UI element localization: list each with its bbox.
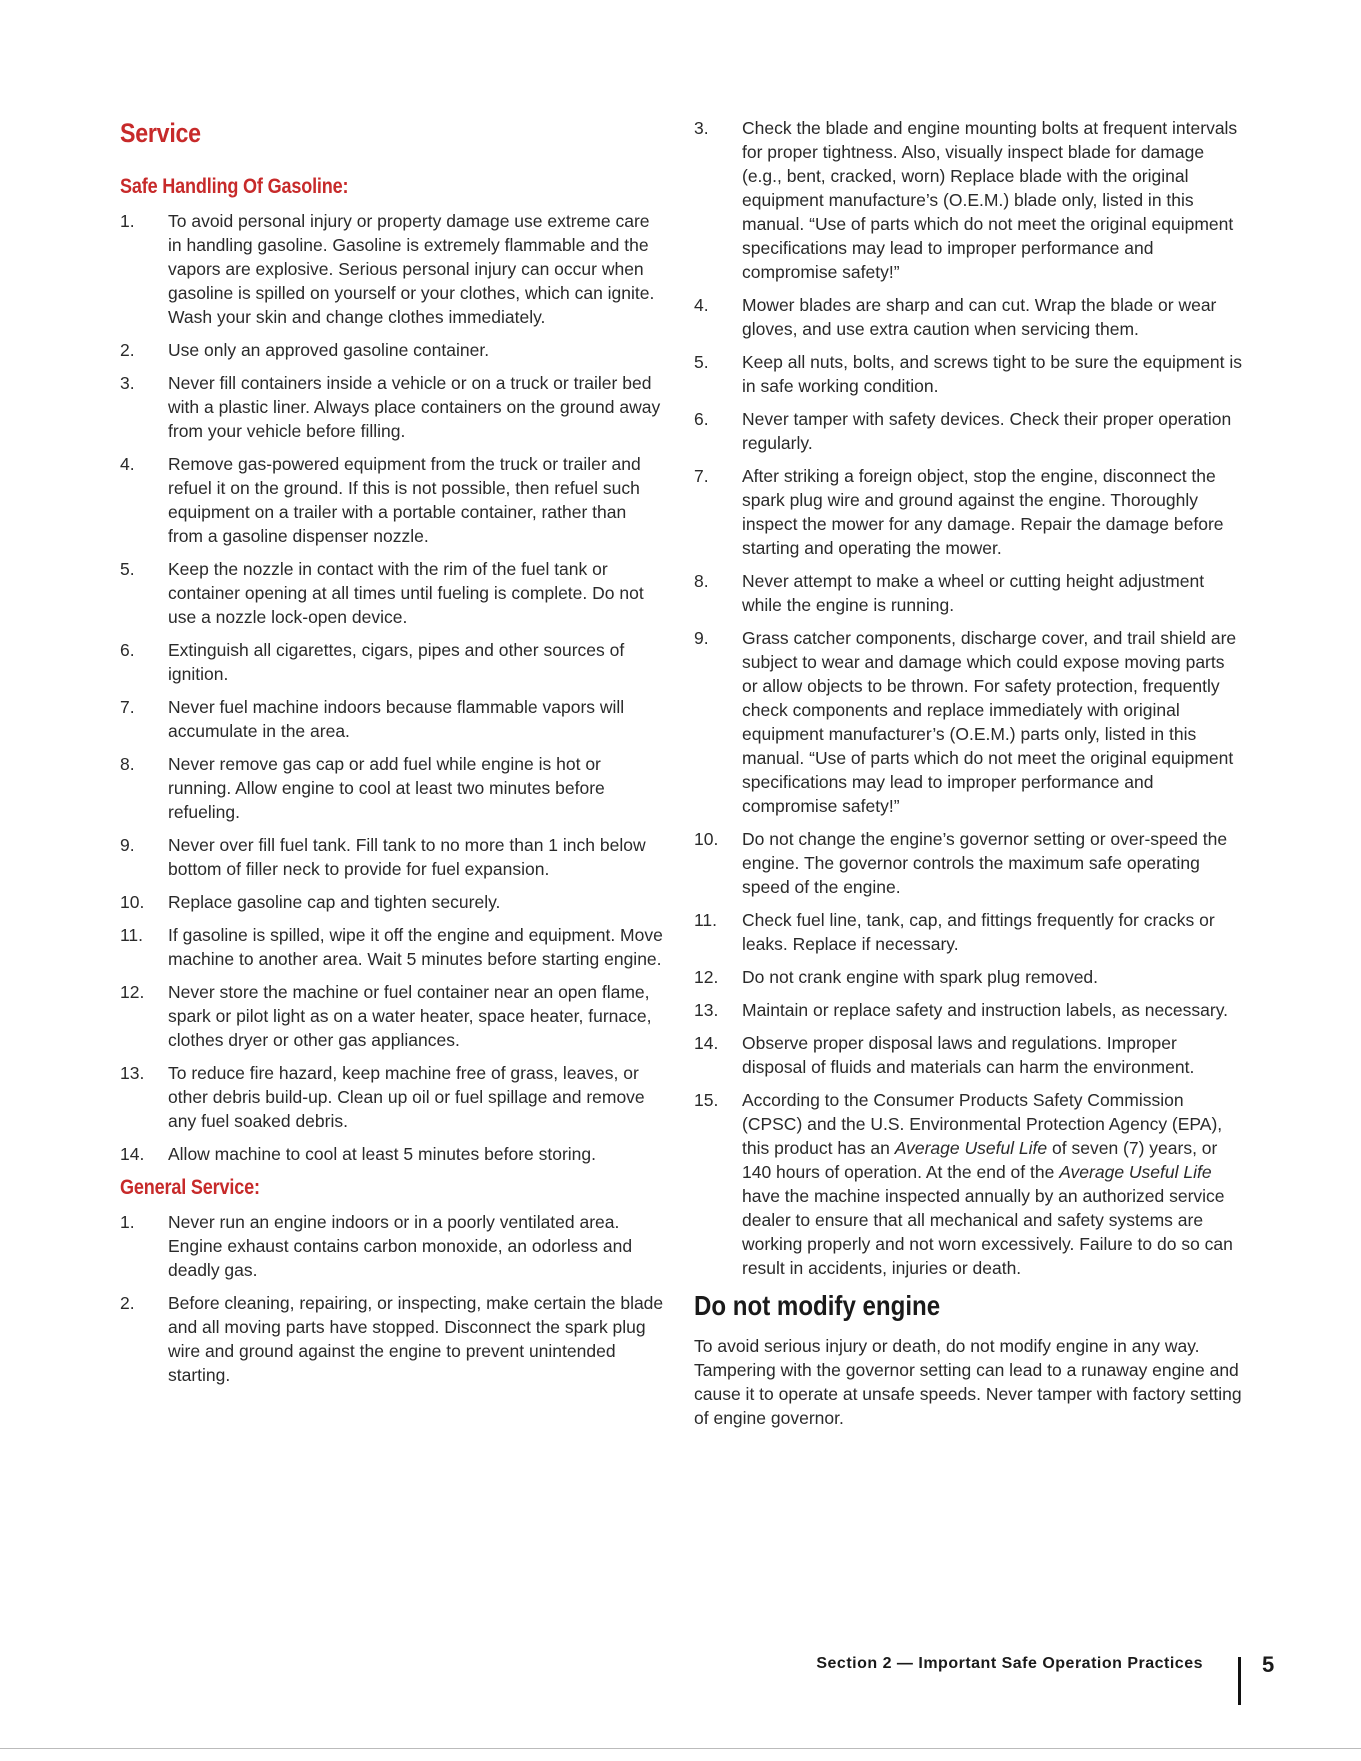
page-footer <box>0 1652 1361 1705</box>
list-item: 3. Never fill containers inside a vehicle or on a truck or trailer bed with a plastic liner. Always place containers on the ground away from your vehicle before filling. <box>120 373 661 441</box>
list-item: 4. Remove gas-powered equipment from the truck or trailer and refuel it on the ground. If this is not possible, then refuel such equipment on a trailer with a portable container, rather than from a gasoline dispenser nozzle. <box>120 454 641 546</box>
list-item: 2. Use only an approved gasoline container. <box>120 340 490 360</box>
footer-section-label: Section 2 — Important Safe Operation Practices <box>816 1655 1203 1672</box>
modify-engine-heading: Do not modify engine <box>694 1290 941 1321</box>
list-item: 5. Keep all nuts, bolts, and screws tight to be sure the equipment is in safe working condition. <box>694 352 1243 396</box>
list-item: 14. Allow machine to cool at least 5 minutes before storing. <box>120 1144 596 1164</box>
list-item: 10. Do not change the engine’s governor setting or over-speed the engine. The governor controls the maximum safe operating speed of the engine. <box>694 829 1228 897</box>
list-item: 13. Maintain or replace safety and instruction labels, as necessary. <box>694 1000 1229 1020</box>
general-service-heading: General Service: <box>120 1176 260 1199</box>
list-item: 7. Never fuel machine indoors because flammable vapors will accumulate in the area. <box>120 697 625 741</box>
list-item: 2. Before cleaning, repairing, or inspecting, make certain the blade and all moving parts have stopped. Disconnect the spark plug wire and ground against the engine to prevent unintended starting. <box>120 1293 664 1385</box>
general-service-list-continued <box>694 116 1244 1280</box>
list-item: 6. Never tamper with safety devices. Check their proper operation regularly. <box>694 409 1232 453</box>
page-number: 5 <box>1262 1652 1275 1677</box>
list-item: 6. Extinguish all cigarettes, cigars, pipes and other sources of ignition. <box>120 640 625 684</box>
safe-handling-heading: Safe Handling Of Gasoline: <box>120 175 349 198</box>
list-item: 1. Never run an engine indoors or in a poorly ventilated area. Engine exhaust contains carbon monoxide, an odorless and deadly gas. <box>120 1212 633 1280</box>
list-item: 7. After striking a foreign object, stop the engine, disconnect the spark plug wire and ground against the engine. Thoroughly inspect the mower for any damage. Repair the damage before starting and operating the mower. <box>694 466 1224 558</box>
list-item: 12. Do not crank engine with spark plug removed. <box>694 967 1099 987</box>
section-title: Service <box>120 118 201 148</box>
list-item: 9. Grass catcher components, discharge cover, and trail shield are subject to wear and damage which could expose moving parts or allow objects to be thrown. For safety protection, frequently check components and replace immediately with original equipment manufacturer’s (O.E.M.) parts only, listed in this manual. “Use of parts which do not meet the original equipment specifications may lead to improper performance and compromise safety!” <box>694 628 1237 816</box>
modify-engine-paragraph: To avoid serious injury or death, do not modify engine in any way. Tampering with the governor setting can lead to a runaway engine and cause it to operate at unsafe speeds. Never tamper with factory setting of engine governor. <box>694 1336 1242 1428</box>
safe-handling-list <box>120 209 665 1166</box>
list-item: 15. According to the Consumer Products Safety Commission (CPSC) and the U.S. Environmental Protection Agency (EPA), this product has an Average Useful Life of seven (7) years, or 140 hours of operation. At the end of the Average Useful Life have the machine inspected annually by an authorized service dealer to ensure that all mechanical and safety systems are working properly and not worn excessively. Failure to do so can result in accidents, injuries or death. <box>694 1090 1233 1278</box>
list-item: 11. If gasoline is spilled, wipe it off the engine and equipment. Move machine to another area. Wait 5 minutes before starting engine. <box>120 925 663 969</box>
list-item: 8. Never attempt to make a wheel or cutting height adjustment while the engine is running. <box>694 571 1205 615</box>
footer-divider <box>1238 1657 1241 1705</box>
list-item: 4. Mower blades are sharp and can cut. Wrap the blade or wear gloves, and use extra caution when servicing them. <box>694 295 1217 339</box>
list-item: 13. To reduce fire hazard, keep machine free of grass, leaves, or other debris build-up. Clean up oil or fuel spillage and remove any fuel soaked debris. <box>120 1063 645 1131</box>
list-item: 14. Observe proper disposal laws and regulations. Improper disposal of fluids and materials can harm the environment. <box>694 1033 1195 1077</box>
right-column <box>694 116 1244 1430</box>
list-item: 3. Check the blade and engine mounting bolts at frequent intervals for proper tightness. Also, visually inspect blade for damage (e.g., bent, cracked, worn) Replace blade with the original equipment manufacture’s (O.E.M.) blade only, listed in this manual. “Use of parts which do not meet the original equipment specifications may lead to improper performance and compromise safety!” <box>694 118 1238 282</box>
list-item: 9. Never over fill fuel tank. Fill tank to no more than 1 inch below bottom of filler neck to provide for fuel expansion. <box>120 835 646 879</box>
list-item: 1. To avoid personal injury or property damage use extreme care in handling gasoline. Gasoline is extremely flammable and the vapors are explosive. Serious personal injury can occur when gasoline is spilled on yourself or your clothes, which can ignite. Wash your skin and change clothes immediately. <box>120 211 655 327</box>
list-item: 11. Check fuel line, tank, cap, and fittings frequently for cracks or leaks. Replace if necessary. <box>694 910 1215 954</box>
list-item: 10. Replace gasoline cap and tighten securely. <box>120 892 501 912</box>
bottom-rule <box>0 1748 1361 1749</box>
left-column <box>120 118 665 1396</box>
list-item: 12. Never store the machine or fuel container near an open flame, spark or pilot light as on a water heater, space heater, furnace, clothes dryer or other gas appliances. <box>120 982 652 1050</box>
list-item: 5. Keep the nozzle in contact with the rim of the fuel tank or container opening at all times until fueling is complete. Do not use a nozzle lock-open device. <box>120 559 644 627</box>
list-item: 8. Never remove gas cap or add fuel while engine is hot or running. Allow engine to cool at least two minutes before refueling. <box>120 754 605 822</box>
general-service-list <box>120 1210 665 1387</box>
